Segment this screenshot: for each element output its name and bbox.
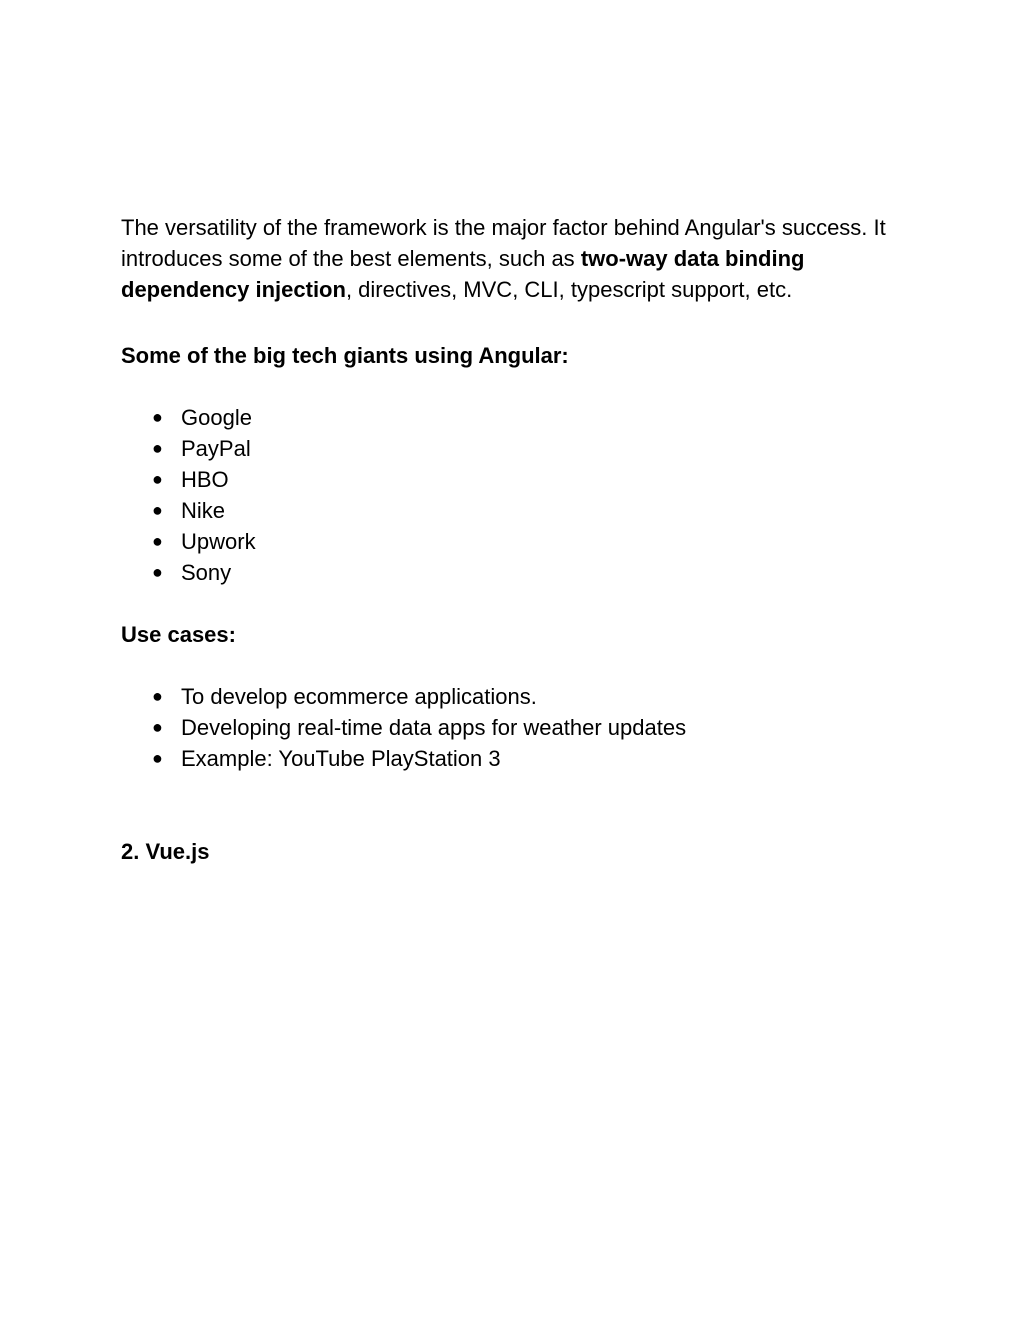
giants-list xyxy=(121,402,901,588)
bullet-icon: ● xyxy=(152,748,163,768)
list-item-label: HBO xyxy=(181,467,229,492)
spacer xyxy=(121,774,901,836)
intro-bold-phrase: two-way data binding dependency injection xyxy=(121,246,805,302)
list-item-label: To develop ecommerce applications. xyxy=(181,684,537,709)
section-heading: 2. Vue.js xyxy=(121,839,210,864)
list-item-label: Developing real-time data apps for weather updates xyxy=(181,715,687,740)
intro-paragraph xyxy=(121,212,901,305)
bullet-icon: ● xyxy=(152,717,163,737)
bullet-icon: ● xyxy=(152,407,163,427)
bullet-icon: ● xyxy=(152,469,163,489)
spacer xyxy=(121,305,901,340)
list-item-label: Example: YouTube PlayStation 3 xyxy=(181,746,501,771)
list-item-label: PayPal xyxy=(181,436,251,461)
list-item xyxy=(121,743,901,774)
bullet-icon: ● xyxy=(152,500,163,520)
intro-text-start: The versatility of the framework is the major factor behind Angular's success. It introduces some of the best elements, such as xyxy=(121,215,886,271)
giants-heading: Some of the big tech giants using Angular: xyxy=(121,343,569,368)
bullet-icon: ● xyxy=(152,438,163,458)
list-item xyxy=(121,526,901,557)
document-page xyxy=(121,212,901,867)
spacer xyxy=(121,650,901,681)
list-item xyxy=(121,402,901,433)
intro-text-end: , directives, MVC, CLI, typescript support, etc. xyxy=(345,277,793,302)
spacer xyxy=(121,588,901,619)
use-cases-list xyxy=(121,681,901,774)
use-cases-heading: Use cases: xyxy=(121,622,236,647)
spacer xyxy=(121,371,901,402)
list-item xyxy=(121,712,901,743)
bullet-icon: ● xyxy=(152,531,163,551)
bullet-icon: ● xyxy=(152,686,163,706)
list-item xyxy=(121,495,901,526)
list-item-label: Nike xyxy=(181,498,226,523)
list-item xyxy=(121,557,901,588)
list-item-label: Google xyxy=(181,405,252,430)
list-item xyxy=(121,433,901,464)
list-item-label: Sony xyxy=(181,560,232,585)
list-item-label: Upwork xyxy=(181,529,256,554)
list-item xyxy=(121,681,901,712)
list-item xyxy=(121,464,901,495)
bullet-icon: ● xyxy=(152,562,163,582)
